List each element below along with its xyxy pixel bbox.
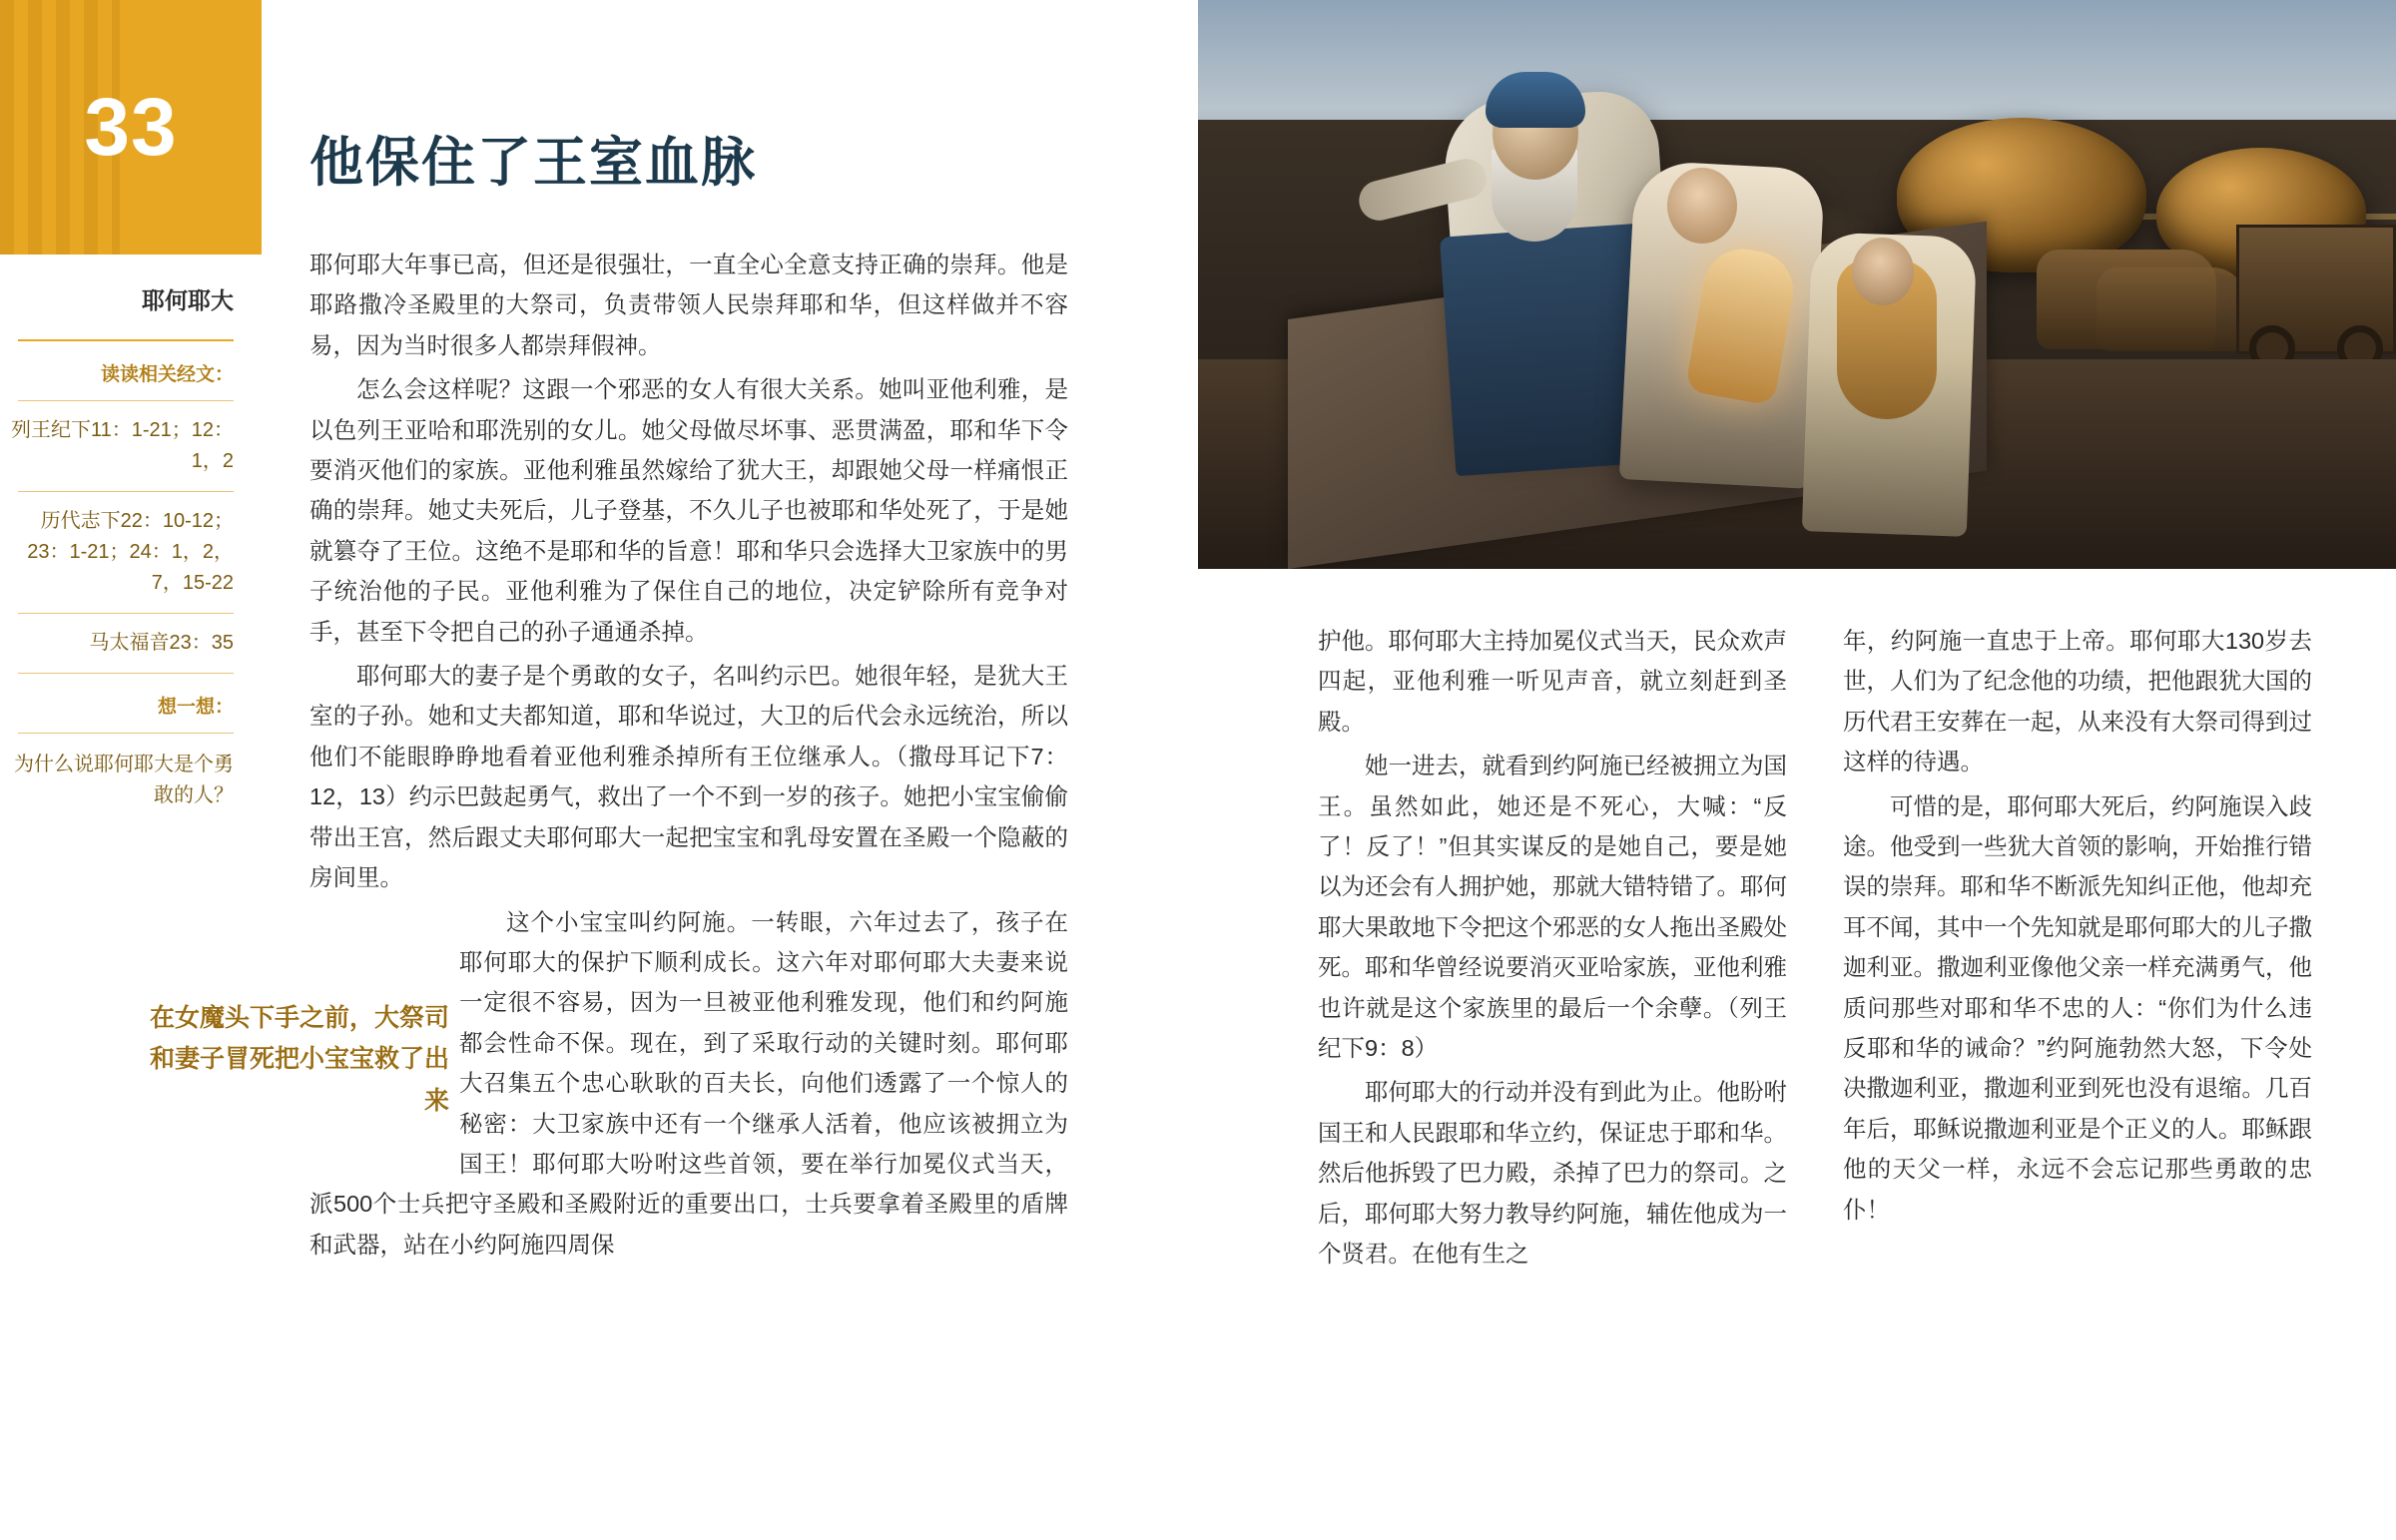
sidebar-think-heading: 想一想： bbox=[157, 697, 234, 718]
right-column-1 bbox=[1318, 621, 1787, 1279]
paragraph: 耶何耶大的行动并没有到此为止。他盼咐国王和人民跟耶和华立约，保证忠于耶和华。然后他拆毁了巴力殿，杀掉了巴力的祭司。之后，耶何耶大努力教导约阿施，辅佐他成为一个贤君。在他有生之 bbox=[1318, 1079, 1787, 1268]
paragraph: 耶何耶大年事已高，但还是很强壮，一直全心全意支持正确的崇拜。他是耶路撒冷圣殿里的大祭司，负责带领人民崇拜耶和华，但这样做并不容易，因为当时很多人都崇拜假神。 bbox=[309, 252, 1068, 358]
right-page bbox=[1198, 0, 2396, 1540]
illustration-priest-turban bbox=[1486, 72, 1585, 128]
chapter-number: 33 bbox=[84, 81, 178, 173]
page-title: 他保住了王室血脉 bbox=[309, 133, 757, 193]
sidebar-reference[interactable]: 马太福音23：35 bbox=[89, 632, 234, 654]
illustration-nurse-head bbox=[1852, 238, 1914, 305]
paragraph: 年，约阿施一直忠于上帝。耶何耶大130岁去世，人们为了纪念他的功绩，把他跟犹大国的历代君王安葬在一起，从来没有大祭司得到过这样的待遇。 bbox=[1843, 628, 2312, 775]
paragraph: 可惜的是，耶何耶大死后，约阿施误入歧途。他受到一些犹大首领的影响，开始推行错误的崇拜。耶和华不断派先知纠正他，他却充耳不闻，其中一个先知就是耶何耶大的儿子撒迦利亚。撒迦利亚像他父亲一样充满勇气，他质问那些对耶和华不忠的人：“你们为什么违反耶和华的诫命？”约阿施勃然大怒，下令处决撒迦利亚，撒迦利亚到死也没有退缩。几百年后，耶稣说撒迦利亚是个正义的人。耶稣跟他的天父一样，永远不会忘记那些勇敢的忠仆！ bbox=[1843, 792, 2312, 1223]
pull-quote: 在女魔头下手之前，大祭司和妻子冒死把小宝宝救了出来 bbox=[150, 1004, 450, 1115]
sidebar-reference[interactable]: 列王纪下11：1-21；12：1，2 bbox=[10, 419, 234, 472]
right-columns bbox=[1198, 621, 2396, 1279]
illustration-ox bbox=[2096, 267, 2246, 351]
right-column-2 bbox=[1843, 621, 2312, 1279]
sidebar bbox=[0, 255, 262, 811]
illustration-cart bbox=[2236, 225, 2396, 354]
illustration-woman-head bbox=[1667, 168, 1737, 244]
sidebar-person-name: 耶何耶大 bbox=[142, 287, 234, 313]
chapter-illustration bbox=[1198, 0, 2396, 569]
chapter-number-block bbox=[0, 0, 262, 255]
paragraph: 耶何耶大的妻子是个勇敢的女子，名叫约示巴。她很年轻，是犹大王室的子孙。她和丈夫都知道，耶和华说过，大卫的后代会永远统治，所以他们不能眼睁睁地看着亚他利雅杀掉所有王位继承人。（撒母耳记下7：12，13）约示巴鼓起勇气，救出了一个不到一岁的孩子。她把小宝宝偷偷带出王宫，然后跟丈夫耶何耶大一起把宝宝和乳母安置在圣殿一个隐蔽的房间里。 bbox=[309, 663, 1068, 891]
paragraph: 怎么会这样呢？这跟一个邪恶的女人有很大关系。她叫亚他利雅，是以色列王亚哈和耶洗别的女儿。她父母做尽坏事、恶贯满盈，耶和华下令要消灭他们的家族。亚他利雅虽然嫁给了犹大王，却跟她父母一样痛恨正确的崇拜。她丈夫死后，儿子登基，不久儿子也被耶和华处死了，于是她就篡夺了王位。这绝不是耶和华的旨意！耶和华只会选择大卫家族中的男子统治他的子民。亚他利雅为了保住自己的地位，决定铲除所有竞争对手，甚至下令把自己的孙子通通杀掉。 bbox=[309, 376, 1068, 645]
paragraph: 护他。耶何耶大主持加冕仪式当天，民众欢声四起，亚他利雅一听见声音，就立刻赶到圣殿。 bbox=[1318, 628, 1787, 735]
paragraph: 这个小宝宝叫约阿施。一转眼，六年过去了，孩子在耶何耶大的保护下顺利成长。这六年对耶何耶大夫妻来说一定很不容易，因为一旦被亚他利雅发现，他们和约阿施都会性命不保。现在，到了采取行动的关键时刻。耶何耶大召集五个忠心耿耿的百夫长，向他们透露了一个惊人的秘密：大卫家族中还有一个继承人活着，他应该被拥立为国王！耶何耶大吩咐这些首领，要在举行加冕仪式当天，派500个士兵把守圣殿和圣殿附近的重要出口，士兵要拿着圣殿里的盾牌和武器，站在小约阿施四周保 bbox=[309, 908, 1068, 1258]
sidebar-think-question: 为什么说耶何耶大是个勇敢的人？ bbox=[14, 754, 234, 806]
paragraph: 她一进去，就看到约阿施已经被拥立为国王。虽然如此，她还是不死心，大喊：“反了！反了！”但其实谋反的是她自己，要是她以为还会有人拥护她，那就大错特错了。耶何耶大果敢地下令把这个邪恶的女人拖出圣殿处死。耶和华曾经说要消灭亚哈家族，亚他利雅也许就是这个家族里的最后一个余孽。（列王纪下9：8） bbox=[1318, 753, 1787, 1062]
sidebar-read-heading: 读读相关经文： bbox=[100, 364, 234, 385]
sidebar-reference[interactable]: 历代志下22：10-12；23：1-21；24：1，2，7，15-22 bbox=[27, 510, 234, 594]
